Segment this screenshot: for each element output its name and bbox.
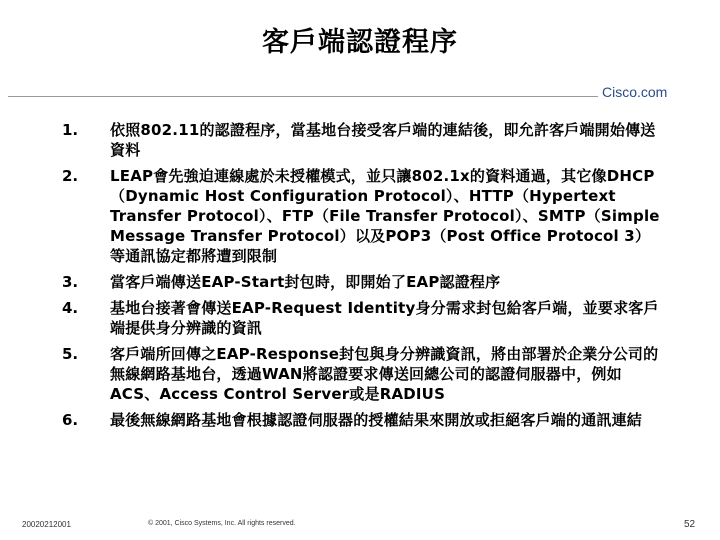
page-number: 52: [684, 519, 696, 530]
list-item: [62, 410, 662, 430]
footer-date: 20020212001: [22, 520, 71, 529]
item-text: 客戶端所回傳之EAP-Response封包與身分辨識資訊，將由部署於企業分公司的無線網路基地台，透過WAN將認證要求傳送回總公司的認證伺服器中，例如ACS、Access Control Server或是RADIUS: [110, 345, 659, 403]
item-text: 基地台接著會傳送EAP-Request Identity身分需求封包給客戶端，並要求客戶端提供身分辨識的資訊: [110, 299, 659, 337]
brand-label: Cisco.com: [598, 84, 712, 104]
item-number: 2.: [62, 167, 79, 185]
item-number: 6.: [62, 411, 79, 429]
list-item: [62, 344, 662, 404]
item-text: LEAP會先強迫連線處於未授權模式，並只讓802.1x的資料通過，其它像DHCP（Dynamic Host Configuration Protocol）、HTTP（Hypertext Transfer Protocol）、FTP（File Transfer Protocol）、SMTP（Simple Message Transfer Protocol）以及POP3（Post Office Protocol 3）等通訊協定都將遭到限制: [110, 167, 660, 265]
item-text: 最後無線網路基地會根據認證伺服器的授權結果來開放或拒絕客戶端的通訊連結: [110, 411, 643, 429]
item-number: 3.: [62, 273, 79, 291]
footer-copyright: © 2001, Cisco Systems, Inc. All rights reserved.: [148, 520, 296, 527]
list-item: [62, 120, 662, 160]
page-title: 客戶端認證程序: [262, 27, 458, 58]
step-list: [62, 120, 662, 436]
item-number: 1.: [62, 121, 79, 139]
item-number: 4.: [62, 299, 79, 317]
list-item: [62, 272, 662, 292]
item-text: 當客戶端傳送EAP-Start封包時，即開始了EAP認證程序: [110, 273, 501, 291]
item-number: 5.: [62, 345, 79, 363]
list-item: [62, 298, 662, 338]
list-item: [62, 166, 662, 266]
item-text: 依照802.11的認證程序，當基地台接受客戶端的連結後，即允許客戶端開始傳送資料: [110, 121, 656, 159]
